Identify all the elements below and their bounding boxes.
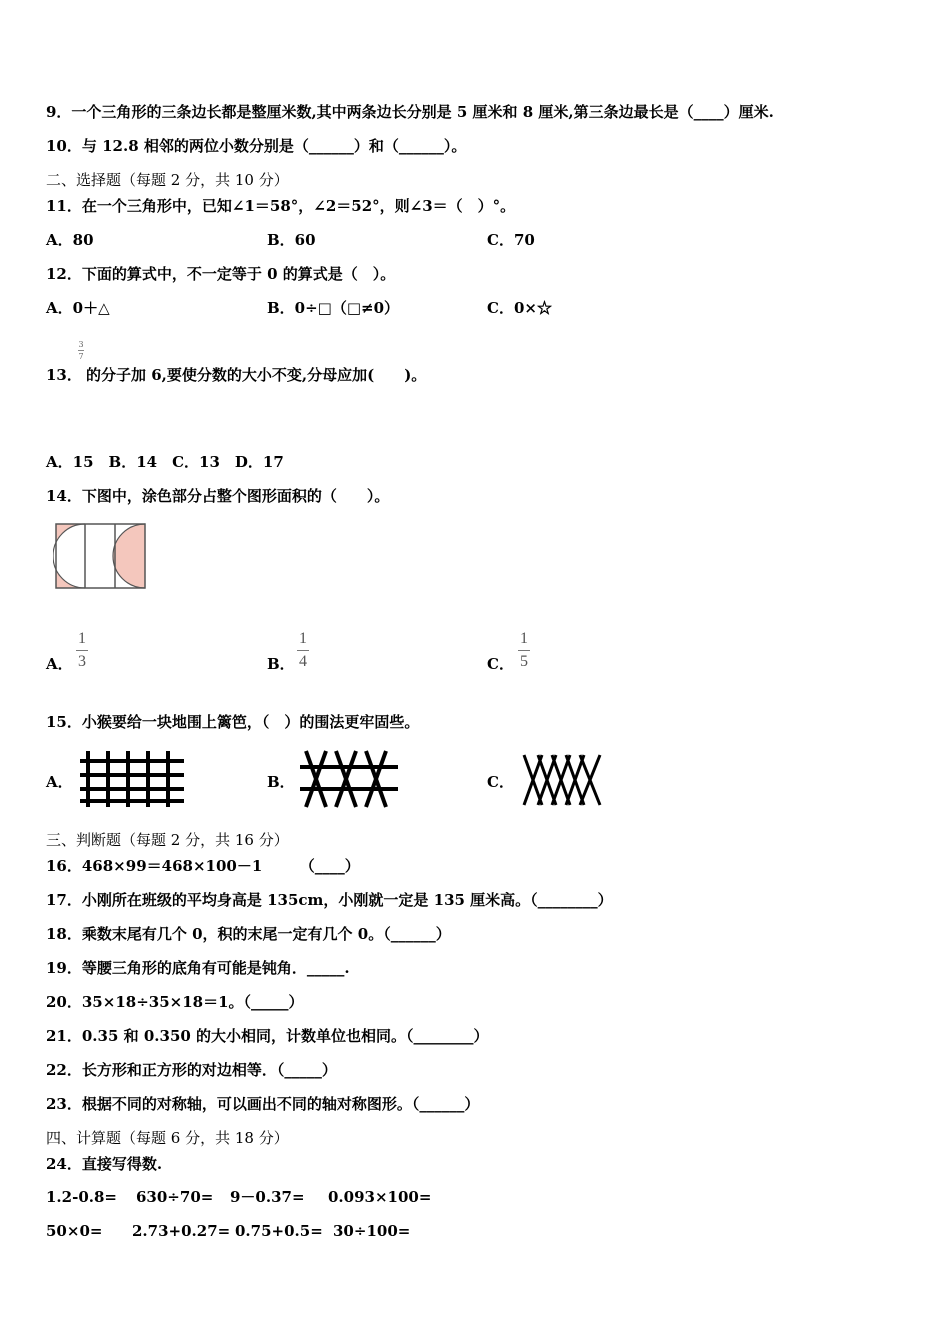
question-13-options: A．15 B．14 C．13 D．17: [46, 453, 284, 471]
question-11-option-c: C．70: [487, 231, 535, 249]
fraction-bar: [297, 650, 309, 651]
question-24-stem: 24．直接写得数.: [46, 1155, 163, 1173]
fraction-denominator: 3: [78, 653, 86, 670]
question-18: 18．乘数末尾有几个 0，积的末尾一定有几个 0。（______）: [46, 925, 451, 943]
calc-item: 630÷70=: [136, 1188, 214, 1206]
question-21: 21．0.35 和 0.350 的大小相同，计数单位也相同。（________）: [46, 1027, 489, 1045]
question-14-option-c: C．: [487, 655, 514, 673]
fraction-one-fifth: [518, 630, 530, 671]
question-13-stem: 的分子加 6,要使分数的大小不变,分母应加( )。: [86, 366, 427, 384]
question-13-number: 13．: [46, 366, 82, 384]
fraction-denominator: 7: [78, 352, 84, 361]
section-3-heading: 三、判断题（每题 2 分，共 16 分）: [46, 831, 289, 849]
fraction-one-third: [76, 630, 88, 671]
question-12-option-c: C．0×☆: [487, 299, 552, 317]
fence-zigzag-c: [520, 749, 608, 811]
question-15-option-c: C．: [487, 773, 514, 791]
fence-cross-b: [300, 749, 400, 811]
question-17: 17．小刚所在班级的平均身高是 135cm，小刚就一定是 135 厘米高。（________）: [46, 891, 613, 909]
question-11-stem: 11．在一个三角形中，已知∠1＝58°，∠2＝52°，则∠3＝（ ）°。: [46, 197, 516, 215]
shaded-half-circle-right: [113, 524, 145, 588]
question-16: 16．468×99＝468×100－1 （____）: [46, 857, 360, 875]
question-12-option-a: A．0＋△: [46, 299, 110, 317]
calc-item: 1.2-0.8=: [46, 1188, 117, 1206]
fraction-denominator: 5: [520, 653, 528, 670]
fraction-bar: [76, 650, 88, 651]
question-14-option-b: B．: [267, 655, 295, 673]
fraction-denominator: 4: [299, 653, 307, 670]
calc-item: 0.75+0.5=: [235, 1222, 323, 1240]
fraction-numerator: 1: [78, 630, 86, 647]
fence-grid-a: [80, 749, 190, 811]
calc-item: 50×0=: [46, 1222, 103, 1240]
question-12-option-b: B．0÷□（□≠0）: [267, 299, 400, 317]
question-15-option-a: A．: [46, 773, 73, 791]
section-2-heading: 二、选择题（每题 2 分，共 10 分）: [46, 171, 289, 189]
section-4-heading: 四、计算题（每题 6 分，共 18 分）: [46, 1129, 289, 1147]
fraction-bar: [518, 650, 530, 651]
question-14-stem: 14．下图中，涂色部分占整个图形面积的（ ）。: [46, 487, 390, 505]
calc-item: 0.093×100=: [328, 1188, 432, 1206]
fraction-numerator: 3: [78, 340, 84, 349]
question-11-option-a: A．80: [46, 231, 94, 249]
question-10: 10．与 12.8 相邻的两位小数分别是（______）和（______）。: [46, 137, 467, 155]
fraction-bar: [78, 350, 84, 351]
fraction-numerator: 1: [299, 630, 307, 647]
question-23: 23．根据不同的对称轴，可以画出不同的轴对称图形。（______）: [46, 1095, 480, 1113]
calc-item: 2.73+0.27=: [132, 1222, 231, 1240]
question-14-figure: [53, 522, 149, 594]
question-22: 22．长方形和正方形的对边相等．（_____）: [46, 1061, 337, 1079]
question-12-stem: 12．下面的算式中，不一定等于 0 的算式是（ ）。: [46, 265, 396, 283]
question-14-option-a: A．: [46, 655, 73, 673]
question-19: 19．等腰三角形的底角有可能是钝角．_____.: [46, 959, 350, 977]
question-20: 20．35×18÷35×18＝1。（_____）: [46, 993, 304, 1011]
question-15-option-b: B．: [267, 773, 295, 791]
question-9: 9．一个三角形的三条边长都是整厘米数,其中两条边长分别是 5 厘米和 8 厘米,第三条边最长是（____）厘米.: [46, 103, 774, 121]
fraction-one-fourth: [297, 630, 309, 671]
calc-item: 9－0.37=: [230, 1188, 305, 1206]
question-15-stem: 15．小猴要给一块地围上篱笆，（ ）的围法更牢固些。: [46, 713, 420, 731]
question-11-option-b: B．60: [267, 231, 316, 249]
calc-item: 30÷100=: [333, 1222, 411, 1240]
fraction-numerator: 1: [520, 630, 528, 647]
question-13-fraction: [78, 340, 84, 361]
